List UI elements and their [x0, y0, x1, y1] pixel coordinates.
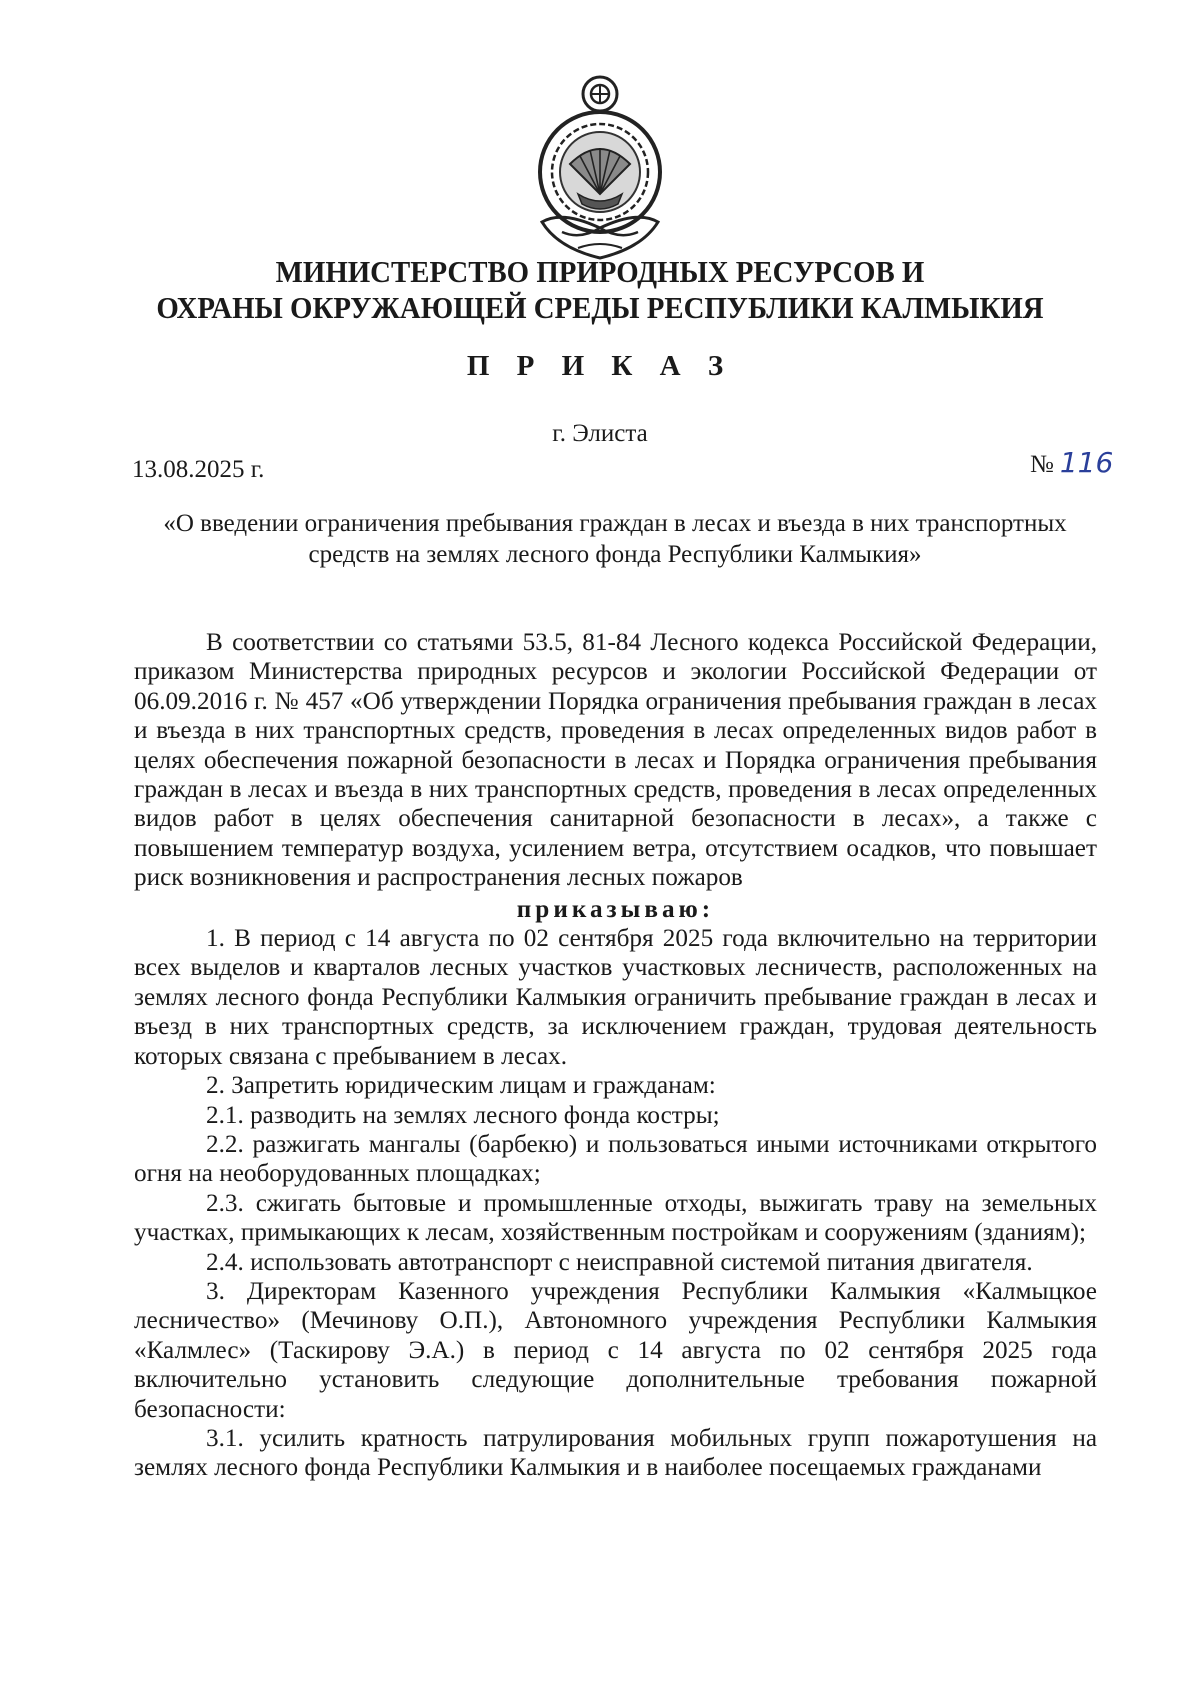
issue-date: 13.08.2025 г. [132, 456, 265, 483]
clause-2-4: 2.4. использовать автотранспорт с неисправной системой питания двигателя. [206, 1248, 1033, 1276]
command-word: приказываю: [516, 895, 715, 923]
ministry-line-1: МИНИСТЕРСТВО ПРИРОДНЫХ РЕСУРСОВ И [275, 254, 925, 289]
issue-city: г. Элиста [552, 420, 648, 447]
order-body [134, 628, 1097, 1483]
coat-of-arms-emblem [522, 72, 678, 268]
clause-3: 3. Директорам Казенного учреждения Республики Калмыкия «Калмыцкое лесничество» (Мечинову О.П.), Автономного учреждения Республики Калмыкия «Калмлес» (Таскирову Э.А.) в период с 14 августа по 02 сентября 2025 года включительно установить следующие дополнительные требования пожарной безопасности: [134, 1277, 1097, 1423]
order-subject [135, 508, 1095, 570]
subject-line-1: «О введении ограничения пребывания граждан в лесах и въезда в них транспортных [163, 510, 1067, 537]
document-type-title: П Р И К А З [466, 350, 734, 382]
order-number-label: № [1030, 451, 1054, 478]
clause-3-1: 3.1. усилить кратность патрулирования мобильных групп пожаротушения на землях лесного фонда Республики Калмыкия и в наиболее посещаемых гражданами [134, 1424, 1097, 1482]
clause-2-2: 2.2. разжигать мангалы (барбекю) и пользоваться иными источниками открытого огня на необорудованных площадках; [134, 1130, 1097, 1188]
clause-2-3: 2.3. сжигать бытовые и промышленные отходы, выжигать траву на земельных участках, примыкающих к лесам, хозяйственным постройкам и сооружениям (зданиям); [134, 1189, 1097, 1247]
order-number [1030, 446, 1113, 479]
clause-2: 2. Запретить юридическим лицам и гражданам: [206, 1072, 716, 1100]
ministry-line-2: ОХРАНЫ ОКРУЖАЮЩЕЙ СРЕДЫ РЕСПУБЛИКИ КАЛМЫКИЯ [156, 290, 1044, 325]
order-number-handwritten: 116 [1059, 446, 1114, 479]
preamble-paragraph: В соответствии со статьями 53.5, 81-84 Лесного кодекса Российской Федерации, приказом Министерства природных ресурсов и экологии Российской Федерации от 06.09.2016 г. № 457 «Об утверждении Порядка ограничения пребывания граждан в лесах и въезда в них транспортных средств, проведения в лесах определенных видов работ в целях обеспечения пожарной безопасности в лесах и Порядка ограничения пребывания граждан в лесах и въезда в них транспортных средств, проведения в лесах определенных видов работ в целях обеспечения санитарной безопасности в лесах», а также с повышением температур воздуха, усилением ветра, отсутствием осадков, что повышает риск возникновения и распространения лесных пожаров [134, 629, 1097, 892]
clause-1: 1. В период с 14 августа по 02 сентября 2025 года включительно на территории всех выделов и кварталов лесных участков участковых лесничеств, расположенных на землях лесного фонда Республики Калмыкия ограничить пребывание граждан в лесах и въезд в них транспортных средств, за исключением граждан, трудовая деятельность которых связана с пребыванием в лесах. [134, 925, 1097, 1070]
ministry-name [42, 254, 1158, 326]
subject-line-2: средств на землях лесного фонда Республики Калмыкия» [308, 541, 922, 568]
clause-2-1: 2.1. разводить на землях лесного фонда костры; [206, 1101, 720, 1129]
